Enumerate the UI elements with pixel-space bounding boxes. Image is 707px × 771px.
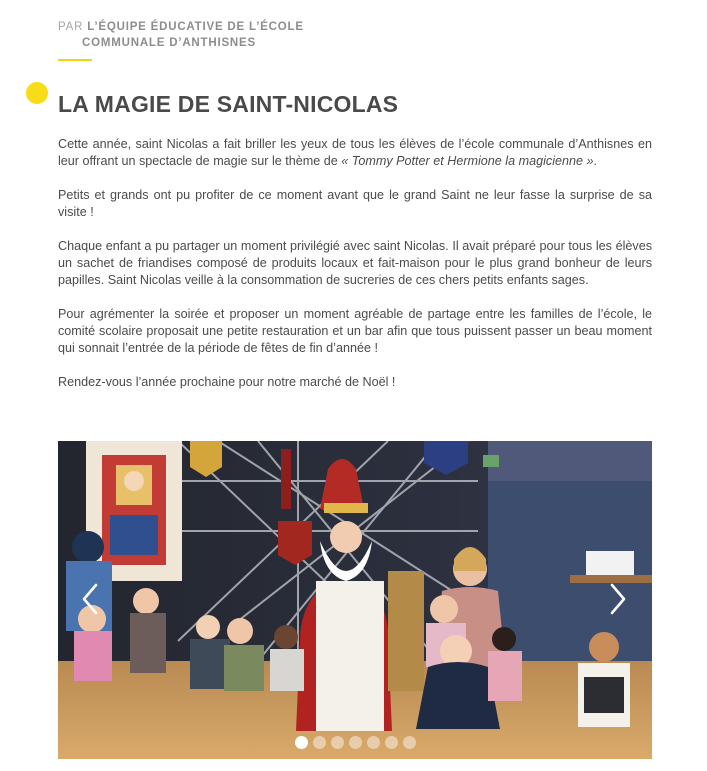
carousel-dot[interactable] (403, 736, 416, 749)
photo-carousel[interactable] (58, 441, 652, 759)
carousel-dot[interactable] (313, 736, 326, 749)
byline-author: L’ÉQUIPE ÉDUCATIVE DE L’ÉCOLE (87, 21, 304, 33)
carousel-dot[interactable] (295, 736, 308, 749)
decorative-dot (26, 82, 48, 104)
carousel-next-button[interactable] (602, 581, 632, 617)
article-paragraph: Rendez-vous l’année prochaine pour notre marché de Noël ! (58, 375, 396, 389)
carousel-dot[interactable] (367, 736, 380, 749)
carousel-dot[interactable] (349, 736, 362, 749)
chevron-right-icon (602, 581, 632, 617)
byline-line-1 (58, 19, 304, 35)
article-paragraph: Pour agrémenter la soirée et proposer un moment agréable de partage entre les familles de l’école, le comité scolaire proposait une petite restauration et un bar afin que tous puissent passer un beau moment qui sonnait l’entrée de la période de fêtes de fin d’année ! (58, 307, 652, 355)
show-title-italic: « Tommy Potter et Hermione la magicienne » (341, 154, 594, 168)
carousel-pagination (58, 736, 652, 749)
article-paragraph: Petits et grands ont pu profiter de ce moment avant que le grand Saint ne leur fasse la surprise de sa visite ! (58, 188, 652, 219)
byline-divider (58, 59, 92, 61)
byline-author-line-2: COMMUNALE D’ANTHISNES (82, 37, 256, 49)
paragraph-end: . (593, 154, 598, 168)
paragraph-text: Cette année, saint Nicolas a fait briller les yeux de tous les élèves de l’école communale d’Anthisnes en leur offrant un spectacle de magie sur le thème de (58, 137, 652, 168)
byline-prefix: PAR (58, 21, 84, 33)
carousel-dot[interactable] (385, 736, 398, 749)
carousel-prev-button[interactable] (76, 581, 106, 617)
carousel-dot[interactable] (331, 736, 344, 749)
carousel-photo (58, 441, 652, 759)
article-title: LA MAGIE DE SAINT-NICOLAS (58, 91, 399, 117)
chevron-left-icon (76, 581, 106, 617)
article-body (58, 136, 652, 408)
byline (58, 19, 304, 51)
article-paragraph (58, 136, 652, 170)
article-paragraph: Chaque enfant a pu partager un moment privilégié avec saint Nicolas. Il avait préparé pour tous les élèves un sachet de friandises composé de produits locaux et fait-maison pour le plus grand bonheur de leurs papilles. Saint Nicolas veille à la consommation de sucreries de ces chers petits enfants sages. (58, 239, 652, 287)
